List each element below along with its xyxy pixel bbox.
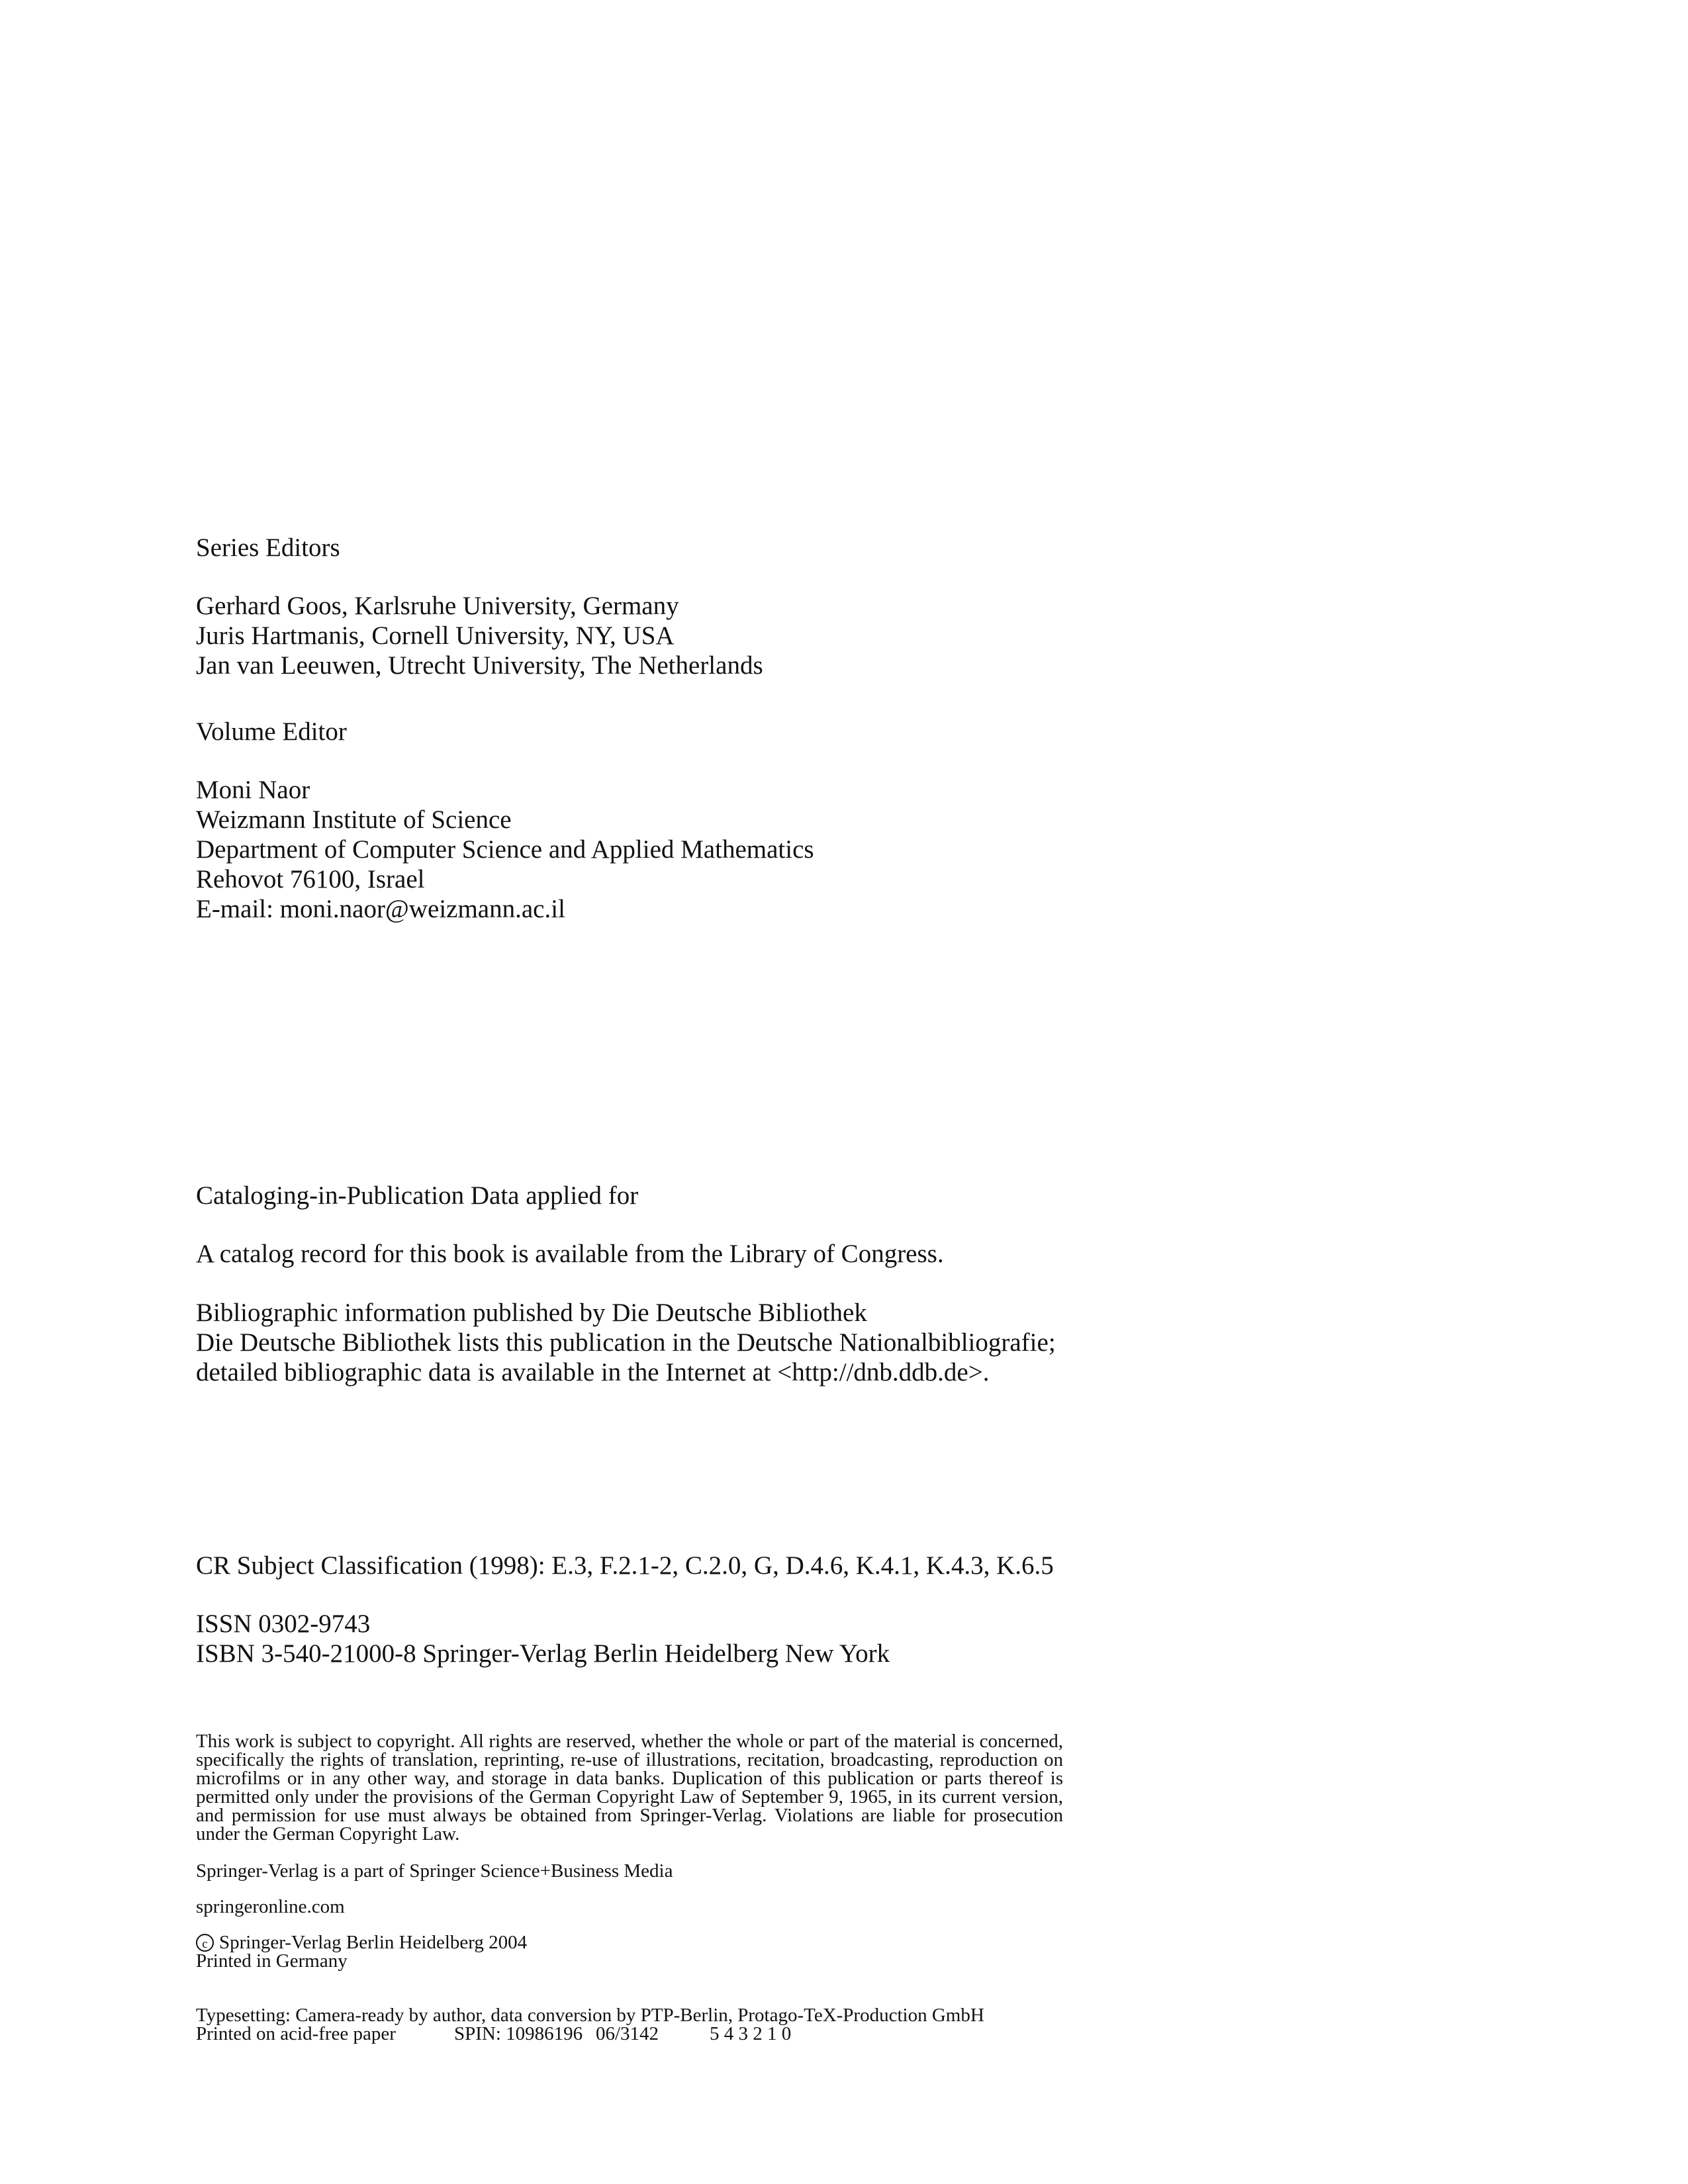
cip-statement: Cataloging-in-Publication Data applied for [196,1181,639,1210]
cr-classification: CR Subject Classification (1998): E.3, F.2.1-2, C.2.0, G, D.4.6, K.4.1, K.4.3, K.6.5 [196,1551,1054,1580]
copyright-block [196,1933,527,1970]
isbn: ISBN 3-540-21000-8 Springer-Verlag Berlin Heidelberg New York [196,1639,890,1668]
copyright-line [196,1933,527,1952]
paper-info: Printed on acid-free paper [196,2023,396,2044]
spin-number: SPIN: 10986196 [454,2023,583,2044]
copyright-notice: This work is subject to copyright. All rights are reserved, whether the whole or part of the material is concerned, specifically the rights of translation, reprinting, re-use of illustrations, recitation, broadcasting, reproduction on microfilms or in any other way, and storage in data banks. Duplication of this publication or parts thereof is permitted only under the provisions of the German Copyright Law of September 9, 1965, in its current version, and permission for use must always be obtained from Springer-Verlag. Violations are liable for prosecution under the German Copyright Law. [196,1731,1063,1844]
print-info-row [196,2025,984,2043]
bib-info-line: Bibliographic information published by Die Deutsche Bibliothek [196,1298,867,1327]
volume-editor-institute: Weizmann Institute of Science [196,805,512,834]
issn: ISSN 0302-9743 [196,1610,371,1638]
volume-editor-city: Rehovot 76100, Israel [196,865,425,893]
typesetting-line: Typesetting: Camera-ready by author, data conversion by PTP-Berlin, Protago-TeX-Production GmbH [196,2005,984,2026]
website: springeronline.com [196,1896,345,1917]
volume-editor-address [196,775,814,924]
deutsche-bibliothek-info [196,1298,1056,1387]
identifiers [196,1609,890,1668]
print-code: 06/3142 [596,2023,659,2044]
library-of-congress-statement: A catalog record for this book is available from the Library of Congress. [196,1240,944,1268]
print-run-numbers: 5 4 3 2 1 0 [710,2023,792,2044]
series-editors-heading: Series Editors [196,533,340,562]
springer-part-statement: Springer-Verlag is a part of Springer Science+Business Media [196,1860,673,1882]
bib-info-line: Die Deutsche Bibliothek lists this publication in the Deutsche Nationalbibliografie; [196,1328,1056,1357]
printed-in: Printed in Germany [196,1950,348,1972]
series-editor-line: Jan van Leeuwen, Utrecht University, The Netherlands [196,651,763,680]
production-info [196,2006,984,2043]
copyright-icon: c [196,1934,214,1952]
volume-editor-heading: Volume Editor [196,717,347,746]
series-editor-line: Juris Hartmanis, Cornell University, NY, USA [196,621,675,650]
volume-editor-email: E-mail: moni.naor@weizmann.ac.il [196,895,565,923]
copyright-holder: Springer-Verlag Berlin Heidelberg 2004 [219,1932,528,1953]
series-editor-line: Gerhard Goos, Karlsruhe University, Germany [196,592,679,620]
volume-editor-department: Department of Computer Science and Applied Mathematics [196,835,814,864]
volume-editor-name: Moni Naor [196,776,310,804]
series-editors-list [196,591,763,680]
bib-info-line: detailed bibliographic data is available in the Internet at <http://dnb.ddb.de>. [196,1358,990,1387]
